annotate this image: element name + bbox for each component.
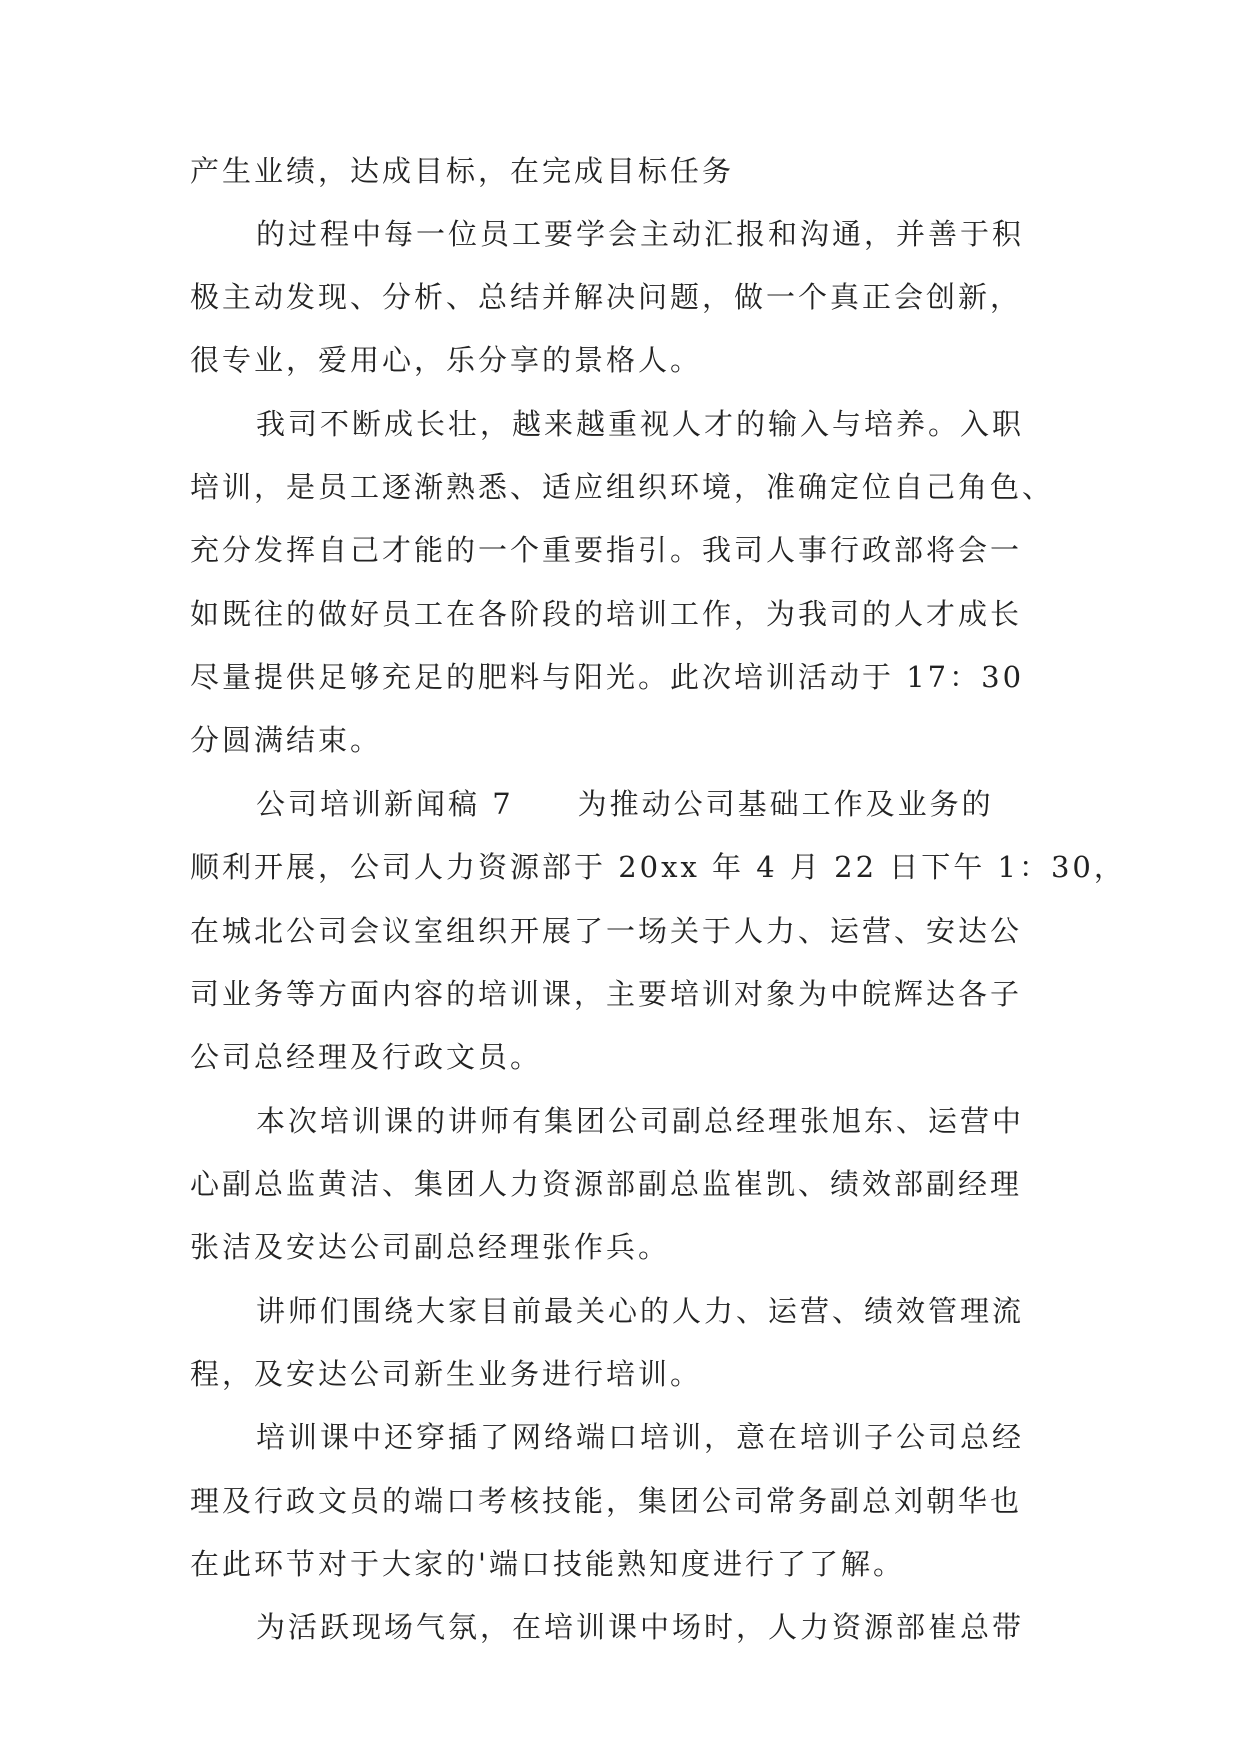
text-line: 程，及安达公司新生业务进行培训。 <box>190 1357 703 1391</box>
text-line: 培训课中还穿插了网络端口培训，意在培训子公司总经 <box>256 1420 1025 1454</box>
text-line: 产生业绩，达成目标，在完成目标任务 <box>190 154 735 188</box>
text-line: 张洁及安达公司副总经理张作兵。 <box>190 1230 671 1264</box>
text-line: 司业务等方面内容的培训课，主要培训对象为中皖辉达各子 <box>190 977 1023 1011</box>
text-line: 理及行政文员的端口考核技能，集团公司常务副总刘朝华也 <box>190 1484 1023 1518</box>
text-line: 公司总经理及行政文员。 <box>190 1040 543 1074</box>
text-line: 充分发挥自己才能的一个重要指引。我司人事行政部将会一 <box>190 533 1023 567</box>
text-line: 分圆满结束。 <box>190 723 383 757</box>
text-line: 的过程中每一位员工要学会主动汇报和沟通，并善于积 <box>256 217 1025 251</box>
text-line: 极主动发现、分析、总结并解决问题，做一个真正会创新， <box>190 280 1023 314</box>
text-line: 如既往的做好员工在各阶段的培训工作，为我司的人才成长 <box>190 597 1023 631</box>
text-line: 很专业，爱用心，乐分享的景格人。 <box>190 343 703 377</box>
text-line: 为活跃现场气氛，在培训课中场时，人力资源部崔总带 <box>256 1610 1025 1644</box>
text-line: 尽量提供足够充足的肥料与阳光。此次培训活动于 17：30 <box>190 660 1025 694</box>
text-line: 本次培训课的讲师有集团公司副总经理张旭东、运营中 <box>256 1104 1025 1138</box>
text-line: 我司不断成长壮，越来越重视人才的输入与培养。入职 <box>256 407 1025 441</box>
text-line: 心副总监黄洁、集团人力资源部副总监崔凯、绩效部副经理 <box>190 1167 1023 1201</box>
text-line: 在此环节对于大家的'端口技能熟知度进行了了解。 <box>190 1547 905 1581</box>
text-line: 在城北公司会议室组织开展了一场关于人力、运营、安达公 <box>190 914 1023 948</box>
text-line: 顺利开展，公司人力资源部于 20xx 年 4 月 22 日下午 1：30， <box>190 850 1126 884</box>
text-line: 培训，是员工逐渐熟悉、适应组织环境，准确定位自己角色、 <box>190 470 1055 504</box>
text-line: 公司培训新闻稿 7 为推动公司基础工作及业务的 <box>256 787 994 821</box>
text-line: 讲师们围绕大家目前最关心的人力、运营、绩效管理流 <box>256 1294 1025 1328</box>
